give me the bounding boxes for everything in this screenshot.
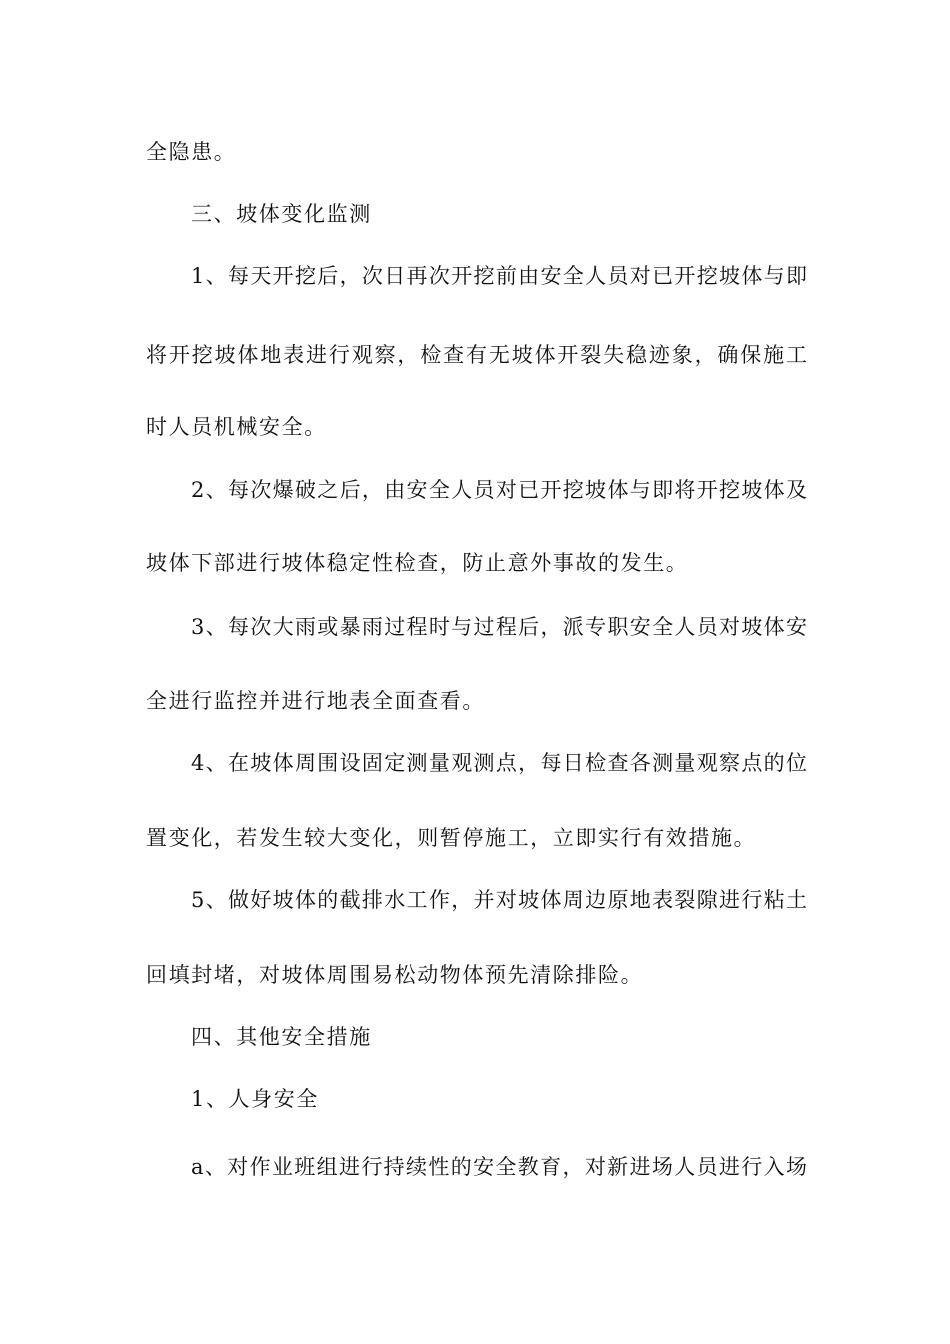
paragraph-line: 3、每次大雨或暴雨过程时与过程后，派专职安全人员对坡体安 [191, 615, 807, 639]
subsection-heading: 1、人身安全 [191, 1087, 319, 1111]
paragraph-line: 5、做好坡体的截排水工作，并对坡体周边原地表裂隙进行粘土 [191, 888, 807, 912]
paragraph-line: 回填封堵，对坡体周围易松动物体预先清除排险。 [146, 963, 644, 987]
paragraph-line: 全隐患。 [146, 140, 237, 164]
section-heading: 三、坡体变化监测 [191, 202, 372, 226]
paragraph-line: 全进行监控并进行地表全面查看。 [146, 689, 485, 713]
paragraph-line: 2、每次爆破之后，由安全人员对已开挖坡体与即将开挖坡体及 [191, 478, 807, 502]
section-heading: 四、其他安全措施 [191, 1025, 372, 1049]
paragraph-line: a、对作业班组进行持续性的安全教育，对新进场人员进行入场 [191, 1155, 807, 1179]
paragraph-line: 1、每天开挖后，次日再次开挖前由安全人员对已开挖坡体与即 [191, 264, 807, 288]
paragraph-line: 4、在坡体周围设固定测量观测点，每日检查各测量观察点的位 [191, 751, 807, 775]
paragraph-line: 置变化，若发生较大变化，则暂停施工，立即实行有效措施。 [146, 826, 757, 850]
paragraph-line: 将开挖坡体地表进行观察，检查有无坡体开裂失稳迹象，确保施工 [146, 343, 807, 367]
paragraph-line: 坡体下部进行坡体稳定性检查，防止意外事故的发生。 [146, 551, 689, 575]
paragraph-line: 时人员机械安全。 [146, 415, 327, 439]
